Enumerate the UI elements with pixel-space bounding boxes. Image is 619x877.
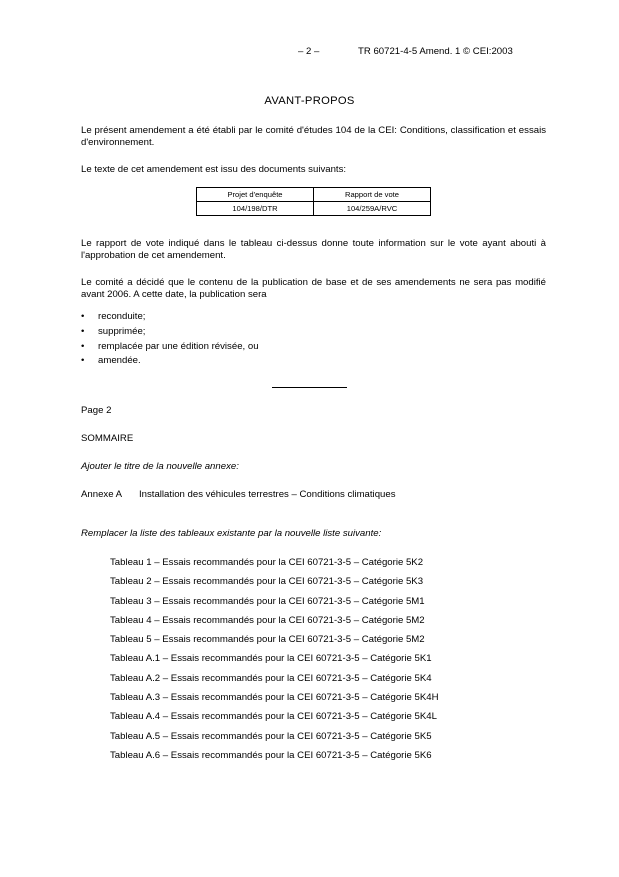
paragraph-committee: Le présent amendement a été établi par le comité d'études 104 de la CEI: Conditions, classification et essais d'environnement.	[81, 125, 546, 148]
bullet-icon: •	[81, 355, 85, 367]
vote-table-header: Projet d'enquête	[197, 188, 314, 202]
paragraph-documents: Le texte de cet amendement est issu des documents suivants:	[81, 164, 347, 175]
bullet-icon: •	[81, 325, 85, 337]
annex-label: Annexe A	[81, 489, 123, 500]
list-item-text: amendée.	[98, 355, 141, 367]
table-list-item: Tableau 1 – Essais recommandés pour la CEI 60721-3-5 – Catégorie 5K2	[110, 557, 424, 568]
bullet-icon: •	[81, 340, 85, 352]
amendment-page-ref: Page 2	[81, 405, 112, 416]
list-item	[81, 326, 259, 341]
paragraph-vote-report: Le rapport de vote indiqué dans le tableau ci-dessus donne toute information sur le vote ayant abouti à l'approbation de cet amendement.	[81, 238, 546, 261]
table-list-item: Tableau A.2 – Essais recommandés pour la CEI 60721-3-5 – Catégorie 5K4	[110, 672, 432, 684]
table-list-item: Tableau A.4 – Essais recommandés pour la CEI 60721-3-5 – Catégorie 5K4L	[110, 711, 437, 723]
page-title: AVANT-PROPOS	[264, 95, 355, 107]
page-header	[0, 46, 619, 58]
bullet-list	[81, 311, 259, 370]
paragraph-decision: Le comité a décidé que le contenu de la publication de base et de ses amendements ne sera pas modifié avant 2006. A cette date, la publication sera	[81, 277, 546, 300]
tables-list	[110, 557, 439, 769]
vote-table	[196, 187, 431, 216]
table-list-item: Tableau A.1 – Essais recommandés pour la CEI 60721-3-5 – Catégorie 5K1	[110, 653, 432, 665]
vote-table-header: Rapport de vote	[314, 188, 431, 202]
document-reference: TR 60721-4-5 Amend. 1 © CEI:2003	[358, 46, 513, 57]
annex-entry	[81, 489, 396, 501]
table-list-item: Tableau 3 – Essais recommandés pour la CEI 60721-3-5 – Catégorie 5M1	[110, 595, 425, 607]
section-sommaire: SOMMAIRE	[81, 433, 134, 444]
divider	[272, 387, 347, 388]
list-item	[81, 341, 259, 356]
instruction-replace-tables: Remplacer la liste des tableaux existante par la nouvelle liste suivante:	[81, 528, 382, 539]
table-list-item: Tableau A.5 – Essais recommandés pour la CEI 60721-3-5 – Catégorie 5K5	[110, 730, 432, 742]
list-item-text: remplacée par une édition révisée, ou	[98, 340, 259, 352]
vote-table-cell: 104/259A/RVC	[314, 202, 431, 216]
list-item-text: supprimée;	[98, 325, 146, 337]
table-list-item: Tableau A.3 – Essais recommandés pour la CEI 60721-3-5 – Catégorie 5K4H	[110, 692, 439, 704]
list-item	[81, 355, 259, 370]
instruction-add-annex: Ajouter le titre de la nouvelle annexe:	[81, 461, 239, 472]
list-item-text: reconduite;	[98, 311, 146, 322]
table-list-item: Tableau 5 – Essais recommandés pour la CEI 60721-3-5 – Catégorie 5M2	[110, 634, 425, 646]
bullet-icon: •	[81, 311, 85, 322]
vote-table-row	[197, 202, 431, 216]
list-item	[81, 311, 259, 326]
table-list-item: Tableau 4 – Essais recommandés pour la CEI 60721-3-5 – Catégorie 5M2	[110, 614, 425, 626]
vote-table-header-row	[197, 188, 431, 202]
table-list-item: Tableau 2 – Essais recommandés pour la CEI 60721-3-5 – Catégorie 5K3	[110, 576, 424, 588]
table-list-item: Tableau A.6 – Essais recommandés pour la CEI 60721-3-5 – Catégorie 5K6	[110, 749, 432, 761]
vote-table-cell: 104/198/DTR	[197, 202, 314, 216]
annex-title: Installation des véhicules terrestres – Conditions climatiques	[139, 489, 396, 500]
page-number: – 2 –	[298, 46, 320, 57]
